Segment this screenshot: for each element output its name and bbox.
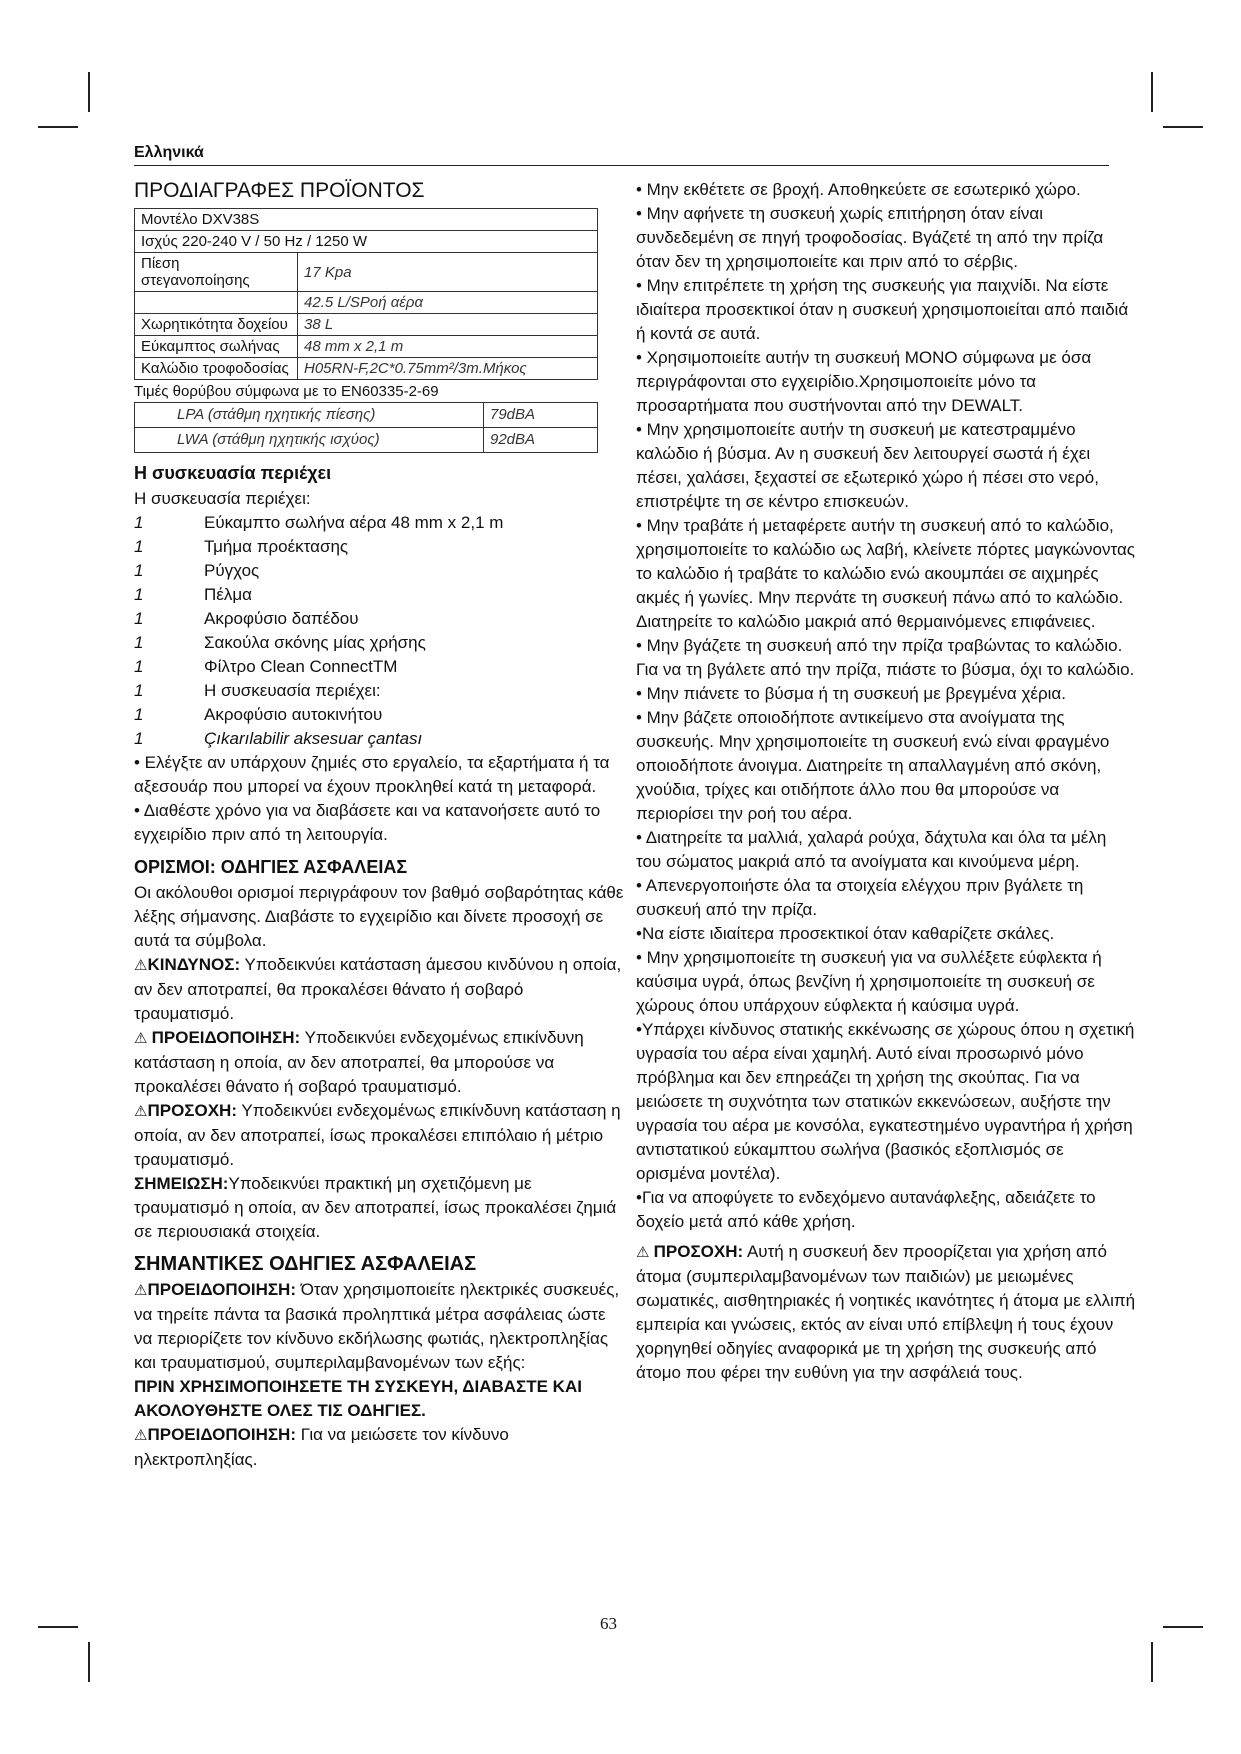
safety-paragraph: • Μην βάζετε οποιοδήποτε αντικείμενο στα ανοίγματα της συσκευής. Μην χρησιμοποιείτε τη συσκευή ενώ είναι φραγμένο οποιοδήποτε άνοιγμα. Διατηρείτε τη απαλλαγμένη από σκόνη, χνούδια, τρίχες και οτιδήποτε άλλο που θα μπορούσε να περιορίσει την ροή του αέρα. xyxy=(636,708,1110,823)
note-definition xyxy=(134,1172,624,1244)
noise-heading: Τιμές θορύβου σύμφωνα με το EN60335-2-69 xyxy=(134,383,439,400)
safety-paragraph: • Μην χρησιμοποιείτε τη συσκευή για να συλλέξετε εύφλεκτα ή καύσιμα υγρά, όπως βενζίνη ή χρησιμοποιείτε τη συσκευή σε χώρους όπου υπάρχουν εύφλεκτα ή καύσιμα υγρά. xyxy=(636,948,1102,1015)
warning-label: ΠΡΟΕΙΔΟΠΟΙΗΣΗ: xyxy=(147,1280,296,1299)
crop-mark xyxy=(88,72,90,112)
warning-label: ΠΡΟΕΙΔΟΠΟΙΗΣΗ: xyxy=(151,1028,301,1047)
item-qty: 1 xyxy=(134,729,144,748)
warning-triangle-icon: ⚠ xyxy=(134,957,148,974)
caution-definition xyxy=(134,1099,624,1172)
spec-value: 17 Kpa xyxy=(298,253,598,292)
package-intro: Η συσκευασία περιέχει: xyxy=(134,489,311,508)
list-item xyxy=(134,631,624,655)
note-label: ΣΗΜΕΙΩΣΗ: xyxy=(134,1174,229,1193)
danger-text: Υποδεικνύει κατάσταση άμεσου κινδύνου η οποία, αν δεν αποτραπεί, θα προκαλέσει θάνατο ή σοβαρό τραυματισμό. xyxy=(134,955,622,1023)
safety-paragraph: •Υπάρχει κίνδυνος στατικής εκκένωσης σε χώρους όπου η σχετική υγρασία του αέρα είναι χαμηλή. Αυτό είναι προσωρινό μόνο πρόβλημα και δεν επηρεάζει τη χρήση της σκούπας. Για να μειώσετε τη συχνότητα των στατικών εκκενώσεων, αυξήστε την υγρασία του αέρα με κονσόλα, εγκατεστημένο υγραντήρα ή χρήση αντιστατικού εύκαμπτου σωλήνα (βασικός εξοπλισμός σε ορισμένα μοντέλα). xyxy=(636,1020,1135,1183)
noise-row xyxy=(135,428,598,453)
spec-label xyxy=(135,292,298,314)
danger-definition xyxy=(134,953,624,1026)
spec-value: 42.5 L/SΡοή αέρα xyxy=(298,292,598,314)
item-qty: 1 xyxy=(134,561,144,580)
check-paragraph: • Ελέγξτε αν υπάρχουν ζημιές στο εργαλείο, τα εξαρτήματα ή τα αξεσουάρ που μπορεί να έχουν προκληθεί κατά τη μεταφορά. xyxy=(134,753,610,796)
definitions-heading: ΟΡΙΣΜΟΙ: ΟΔΗΓΙΕΣ ΑΣΦΑΛΕΙΑΣ xyxy=(134,857,408,877)
list-item xyxy=(134,607,624,631)
left-column xyxy=(134,178,624,1472)
spec-value: 48 mm x 2,1 m xyxy=(298,336,598,358)
warning-text: Υποδεικνύει ενδεχομένως επικίνδυνη κατάσταση η οποία, αν δεν αποτραπεί, θα μπορούσε να προκαλέσει θάνατο ή σοβαρό τραυματισμό. xyxy=(134,1028,584,1096)
caution-text: Υποδεικνύει ενδεχομένως επικίνδυνη κατάσταση η οποία, αν δεν αποτραπεί, ίσως προκαλέσει επιπόλαιο ή μέτριο τραυματισμό. xyxy=(134,1101,621,1169)
caution-label: ΠΡΟΣΟΧΗ: xyxy=(653,1242,744,1261)
spec-label: Εύκαμπτος σωλήνας xyxy=(135,336,298,358)
spec-row xyxy=(135,253,598,292)
page-number: 63 xyxy=(600,1614,617,1633)
warning-triangle-icon: ⚠ xyxy=(134,1030,152,1047)
safety-paragraph: • Μην πιάνετε το βύσμα ή τη συσκευή με βρεγμένα χέρια. xyxy=(636,684,1066,703)
warning-triangle-icon: ⚠ xyxy=(636,1244,654,1261)
spec-power: Ισχύς 220-240 V / 50 Hz / 1250 W xyxy=(135,231,598,253)
noise-value: 92dBA xyxy=(484,428,598,453)
crop-mark xyxy=(38,1626,78,1628)
safety-paragraph: • Μην χρησιμοποιείτε αυτήν τη συσκευή με κατεστραμμένο καλώδιο ή βύσμα. Αν η συσκευή δεν λειτουργεί σωστά ή έχει πέσει, χαλάσει, ξεχαστεί σε εξωτερικό χώρο ή πέσει στο νερό, επιστρέψτε τη σε κέντρο επισκευών. xyxy=(636,420,1099,511)
item-qty: 1 xyxy=(134,633,144,652)
warning-triangle-icon: ⚠ xyxy=(134,1103,148,1120)
list-item xyxy=(134,727,624,751)
warning-text: Για να μειώσετε τον κίνδυνο ηλεκτροπληξίας. xyxy=(134,1425,509,1469)
important-warning-2 xyxy=(134,1423,624,1472)
warning-definition xyxy=(134,1026,624,1099)
spec-row xyxy=(135,292,598,314)
item-name: Ακροφύσιο δαπέδου xyxy=(204,609,359,628)
item-name: Πέλμα xyxy=(204,585,252,604)
safety-paragraph: • Μην αφήνετε τη συσκευή χωρίς επιτήρηση όταν είναι συνδεδεμένη σε πηγή τροφοδοσίας. Βγάζετέ τη από την πρίζα όταν δεν τη χρησιμοποιείτε και πριν από το σέρβις. xyxy=(636,204,1104,271)
list-item xyxy=(134,583,624,607)
crop-mark xyxy=(1163,1626,1203,1628)
item-qty: 1 xyxy=(134,705,144,724)
item-name: Η συσκευασία περιέχει: xyxy=(204,681,381,700)
spec-value: 38 L xyxy=(298,314,598,336)
list-item xyxy=(134,703,624,727)
noise-label: LPA (στάθμη ηχητικής πίεσης) xyxy=(135,403,484,428)
safety-paragraph: • Μην τραβάτε ή μεταφέρετε αυτήν τη συσκευή από το καλώδιο, χρησιμοποιείτε το καλώδιο ως λαβή, κλείνετε πόρτες μαγκώνοντας το καλώδιο ή τραβάτε το καλώδιο ενώ ακουμπάει σε αιχμηρές ακμές ή γωνίες. Μην περνάτε τη συσκευή πάνω από το καλώδιο. Διατηρείτε το καλώδιο μακριά από θερμαινόμενες επιφάνειες. xyxy=(636,516,1135,631)
item-qty: 1 xyxy=(134,681,144,700)
read-all-instructions: ΠΡΙΝ ΧΡΗΣΙΜΟΠΟΙΗΣΕΤΕ ΤΗ ΣΥΣΚΕΥΗ, ΔΙΑΒΑΣΤΕ ΚΑΙ ΑΚΟΛΟΥΘΗΣΤΕ ΟΛΕΣ ΤΙΣ ΟΔΗΓΙΕΣ. xyxy=(134,1377,582,1420)
spec-row xyxy=(135,314,598,336)
noise-value: 79dBA xyxy=(484,403,598,428)
right-column xyxy=(636,178,1136,1385)
item-qty: 1 xyxy=(134,585,144,604)
danger-label: ΚΙΝΔΥΝΟΣ: xyxy=(147,955,241,974)
noise-table xyxy=(134,402,598,453)
important-warning-1 xyxy=(134,1278,624,1375)
spec-row xyxy=(135,231,598,253)
list-item xyxy=(134,655,624,679)
caution-paragraph xyxy=(636,1240,1136,1385)
safety-paragraph: • Χρησιμοποιείτε αυτήν τη συσκευή ΜΟΝΟ σύμφωνα με όσα περιγράφονται στο εγχειρίδιο.Χρησιμοποιείτε μόνο τα προσαρτήματα που συστήνονται από την DEWALT. xyxy=(636,348,1092,415)
crop-mark xyxy=(38,126,78,128)
crop-mark xyxy=(1151,1642,1153,1682)
spec-table xyxy=(134,208,598,380)
spec-title: ΠΡΟΔΙΑΓΡΑΦΕΣ ΠΡΟΪΟΝΤΟΣ xyxy=(134,179,425,202)
safety-paragraph: • Διατηρείτε τα μαλλιά, χαλαρά ρούχα, δάχτυλα και όλα τα μέλη του σώματος μακριά από τα ανοίγματα και κινούμενα μέρη. xyxy=(636,828,1107,871)
crop-mark xyxy=(88,1642,90,1682)
item-name: Ρύγχος xyxy=(204,561,260,580)
spec-label: Καλώδιο τροφοδοσίας xyxy=(135,358,298,380)
item-name: Çıkarılabilir aksesuar çantası xyxy=(204,729,423,748)
safety-paragraph: • Μην επιτρέπετε τη χρήση της συσκευής για παιχνίδι. Να είστε ιδιαίτερα προσεκτικοί όταν η συσκευή χρησιμοποιείται από παιδιά ή κοντά σε αυτά. xyxy=(636,276,1129,343)
spec-model: Μοντέλο DXV38S xyxy=(135,209,598,231)
caution-text: Αυτή η συσκευή δεν προορίζεται για χρήση από άτομα (συμπεριλαμβανομένων των παιδιών) με μειωμένες σωματικές, αισθητηριακές ή νοητικές ικανότητες ή άτομα με ελλιπή εμπειρία και γνώσεις, εκτός αν είναι υπό επίβλεψη ή τους έχουν χορηγηθεί οδηγίες αναφορικά με τη χρήση της συσκευής από άτομο που φέρει την ευθύνη για την ασφάλειά τους. xyxy=(636,1242,1136,1382)
spec-row xyxy=(135,336,598,358)
safety-paragraph: • Απενεργοποιήστε όλα τα στοιχεία ελέγχου πριν βγάλετε τη συσκευή από την πρίζα. xyxy=(636,876,1084,919)
safety-paragraph: • Μην εκθέτετε σε βροχή. Αποθηκεύετε σε εσωτερικό χώρο. xyxy=(636,180,1081,199)
item-qty: 1 xyxy=(134,609,144,628)
warning-triangle-icon: ⚠ xyxy=(134,1427,148,1444)
spec-row xyxy=(135,358,598,380)
safety-paragraph: •Να είστε ιδιαίτερα προσεκτικοί όταν καθαρίζετε σκάλες. xyxy=(636,924,1055,943)
spec-label: Πίεση στεγανοποίησης xyxy=(135,253,298,292)
item-qty: 1 xyxy=(134,657,144,676)
spec-row xyxy=(135,209,598,231)
important-heading: ΣΗΜΑΝΤΙΚΕΣ ΟΔΗΓΙΕΣ ΑΣΦΑΛΕΙΑΣ xyxy=(134,1253,477,1275)
safety-paragraph: • Μην βγάζετε τη συσκευή από την πρίζα τραβώντας το καλώδιο. Για να τη βγάλετε από την πρίζα, πιάστε το βύσμα, όχι το καλώδιο. xyxy=(636,636,1135,679)
list-item xyxy=(134,511,624,535)
item-qty: 1 xyxy=(134,513,144,532)
definitions-intro: Οι ακόλουθοι ορισμοί περιγράφουν τον βαθμό σοβαρότητας κάθε λέξης σήμανσης. Διαβάστε το εγχειρίδιο και δίνετε προσοχή σε αυτά τα σύμβολα. xyxy=(134,883,624,950)
language-header: Ελληνικά xyxy=(134,144,1109,166)
safety-paragraph: •Για να αποφύγετε το ενδεχόμενο αυτανάφλεξης, αδειάζετε το δοχείο μετά από κάθε χρήση. xyxy=(636,1188,1096,1231)
package-list xyxy=(134,511,624,751)
crop-mark xyxy=(1151,72,1153,112)
package-heading: Η συσκευασία περιέχει xyxy=(134,463,332,483)
item-name: Σακούλα σκόνης μίας χρήσης xyxy=(204,633,426,652)
item-name: Ακροφύσιο αυτοκινήτου xyxy=(204,705,383,724)
list-item xyxy=(134,535,624,559)
list-item xyxy=(134,679,624,703)
caution-label: ΠΡΟΣΟΧΗ: xyxy=(147,1101,237,1120)
item-name: Φίλτρο Clean ConnectTM xyxy=(204,657,398,676)
item-name: Εύκαμπτο σωλήνα αέρα 48 mm x 2,1 m xyxy=(204,513,504,532)
crop-mark xyxy=(1163,126,1203,128)
warning-text: Όταν χρησιμοποιείτε ηλεκτρικές συσκευές, να τηρείτε πάντα τα βασικά προληπτικά μέτρα ασφάλειας ώστε να περιορίζετε τον κίνδυνο εκδήλωσης φωτιάς, ηλεκτροπληξίας και τραυματισμού, συμπεριλαμβανομένων των εξής: xyxy=(134,1280,620,1372)
spec-value: H05RN-F,2C*0.75mm²/3m.Μήκος xyxy=(298,358,598,380)
read-paragraph: • Διαθέστε χρόνο για να διαβάσετε και να κατανοήσετε αυτό το εγχειρίδιο πριν από τη λειτουργία. xyxy=(134,801,601,844)
spec-label: Χωρητικότητα δοχείου xyxy=(135,314,298,336)
note-text: Υποδεικνύει πρακτική μη σχετιζόμενη με τραυματισμό η οποία, αν δεν αποτραπεί, ίσως προκαλέσει ζημιά σε περιουσιακά στοιχεία. xyxy=(134,1174,617,1241)
item-name: Τμήμα προέκτασης xyxy=(204,537,349,556)
item-qty: 1 xyxy=(134,537,144,556)
noise-label: LWA (στάθμη ηχητικής ισχύος) xyxy=(135,428,484,453)
noise-row xyxy=(135,403,598,428)
warning-label: ΠΡΟΕΙΔΟΠΟΙΗΣΗ: xyxy=(147,1425,296,1444)
warning-triangle-icon: ⚠ xyxy=(134,1282,148,1299)
list-item xyxy=(134,559,624,583)
